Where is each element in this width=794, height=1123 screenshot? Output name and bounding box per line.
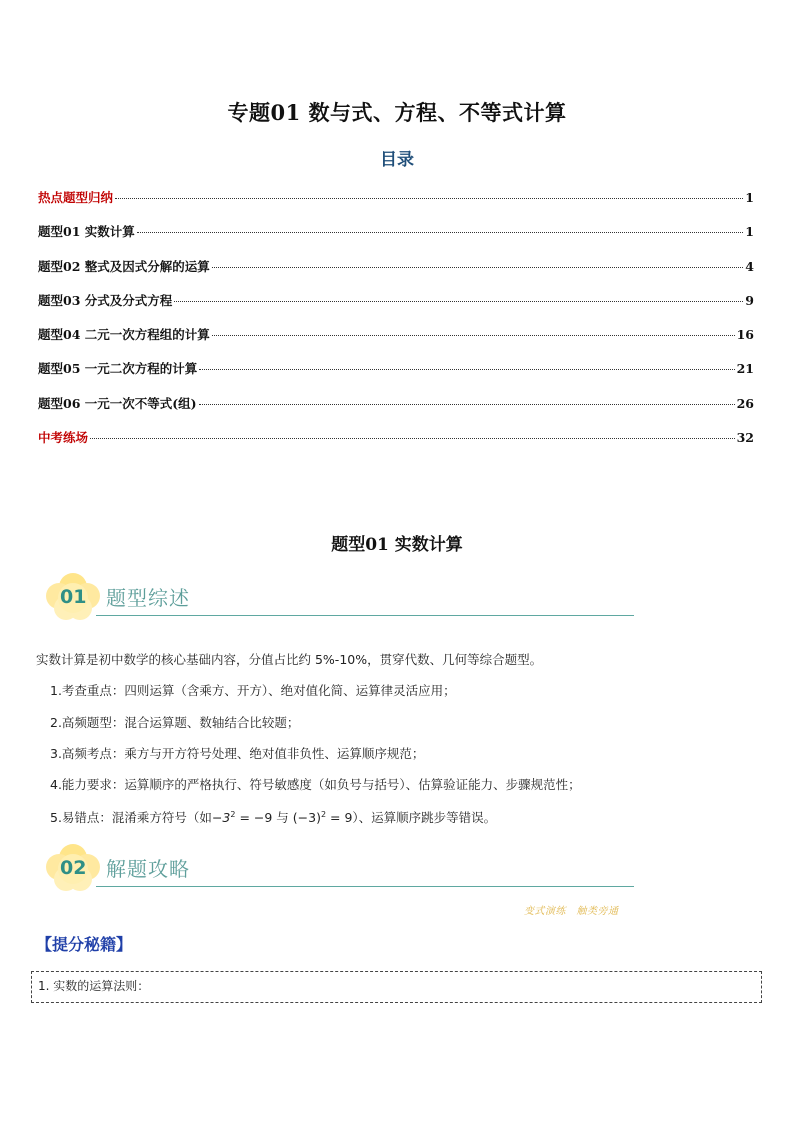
toc-entry-page: 26 [736,395,754,411]
toc-entry[interactable] [38,428,754,462]
toc-entry-page: 1 [745,190,754,205]
toc-entry-label: 题型05 一元二次方程的计算 [38,361,198,377]
section-banner-overview [44,572,634,620]
toc-entry-page: 16 [736,327,754,343]
toc-leader-dots [199,369,734,370]
section-title: 题型01 实数计算 [331,535,463,555]
toc-entry[interactable] [38,188,754,222]
section-banner-strategy [44,843,634,891]
toc-entry-page: 9 [745,292,754,308]
toc-entry-page: 32 [736,430,754,446]
toc-entry-page: 21 [736,361,754,377]
toc-entry[interactable] [38,394,754,428]
toc-leader-dots [137,232,744,233]
toc-leader-dots [212,267,744,268]
intro-paragraph: 实数计算是初中数学的核心基础内容，分值占比约 5%-10%，贯穿代数、几何等综合题型。 [36,652,543,667]
banner-title: 题型综述 [106,586,190,610]
toc-entry-page: 1 [745,224,754,240]
toc-entry[interactable] [38,222,754,256]
tips-box [31,971,762,1003]
table-of-contents [38,188,754,462]
toc-entry-label: 题型04 二元一次方程组的计算 [38,327,210,343]
toc-entry-label: 题型02 整式及因式分解的运算 [38,258,210,274]
banner-underline [96,886,634,887]
toc-entry-label: 中考练场 [38,430,89,446]
toc-entry-label: 题型01 实数计算 [38,224,135,240]
toc-entry[interactable] [38,325,754,359]
point-5: 5.易错点：混淆乘方符号（如$-3^2 = -9$ 与 $(-3)^2 = 9$）、运算顺序跳步等错误。 [50,809,497,825]
toc-entry-label: 题型03 分式及分式方程 [38,292,173,308]
banner-number: 01 [60,586,87,608]
toc-leader-dots [199,404,735,405]
toc-entry[interactable] [38,359,754,393]
point-3: 3.高频考点：乘方与开方符号处理、绝对值非负性、运算顺序规范； [50,746,425,761]
page-title: 专题01 数与式、方程、不等式计算 [227,100,567,125]
variant-practice-tag: 变式演练 触类旁通 [524,906,619,917]
tips-box-text: 1. 实数的运算法则： [38,979,150,993]
tips-heading: 【提分秘籍】 [36,935,133,954]
banner-number: 02 [60,857,87,879]
toc-leader-dots [90,438,735,439]
point-1: 1.考查重点：四则运算（含乘方、开方）、绝对值化简、运算律灵活应用； [50,683,456,698]
banner-title: 解题攻略 [106,857,190,881]
toc-entry-label: 题型06 一元一次不等式(组) [38,395,197,411]
toc-leader-dots [115,198,743,199]
point-4: 4.能力要求：运算顺序的严格执行、符号敏感度（如负号与括号）、估算验证能力、步骤规范性； [50,777,581,792]
toc-entry[interactable] [38,257,754,291]
toc-leader-dots [174,301,743,302]
banner-underline [96,615,634,616]
toc-leader-dots [212,335,735,336]
point-2: 2.高频题型：混合运算题、数轴结合比较题； [50,715,300,730]
toc-entry-label: 热点题型归纳 [38,190,114,205]
toc-heading: 目录 [380,150,414,170]
toc-entry-page: 4 [745,258,754,274]
toc-entry[interactable] [38,291,754,325]
